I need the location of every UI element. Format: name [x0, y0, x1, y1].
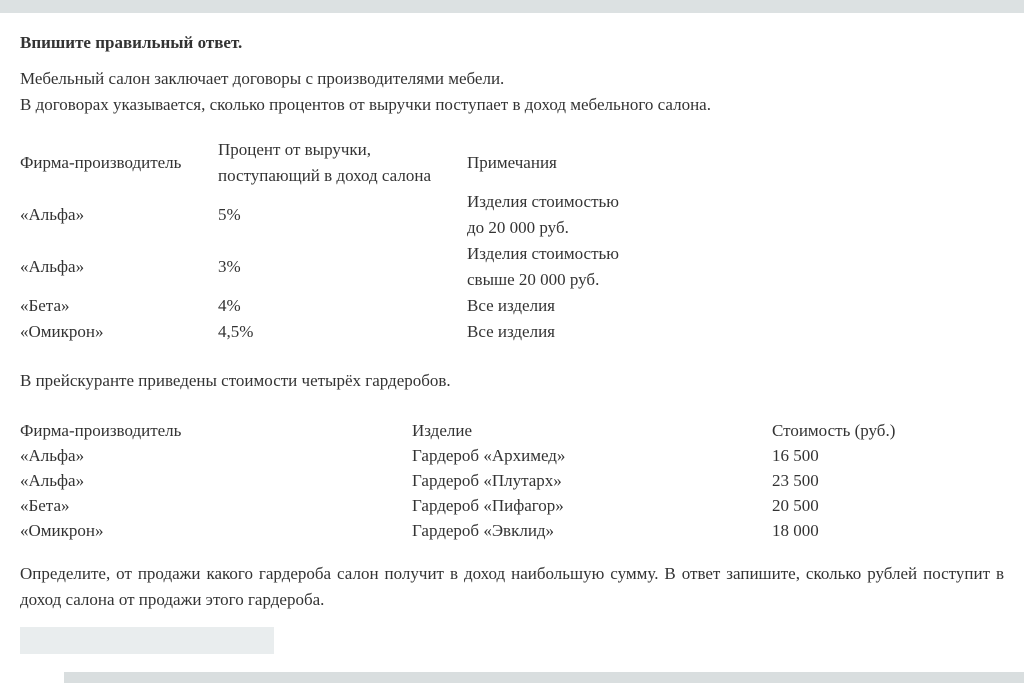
pricelist-header-item: Изделие: [412, 421, 473, 440]
pricelist-header-price: Стоимость (руб.): [772, 421, 896, 440]
cell-firm: «Альфа»: [20, 446, 85, 465]
table-row: [20, 443, 992, 468]
page-title: Впишите правильный ответ.: [20, 33, 243, 52]
cell-firm: «Бета»: [20, 296, 70, 315]
contracts-header-percent-line2: поступающий в доход салона: [218, 166, 431, 185]
bottom-bar: [64, 672, 1024, 683]
cell-price: 23 500: [772, 471, 819, 490]
cell-notes: [467, 241, 687, 293]
cell-percent: 4,5%: [218, 322, 254, 341]
cell-firm: «Альфа»: [20, 205, 85, 224]
pricelist-header-firm: Фирма-производитель: [20, 421, 182, 440]
cell-price: 20 500: [772, 496, 819, 515]
contracts-header-percent: [218, 137, 467, 189]
cell-firm: «Бета»: [20, 496, 70, 515]
intro-paragraph: [20, 66, 1004, 118]
table-row: [20, 319, 687, 345]
cell-item: Гардероб «Архимед»: [412, 446, 566, 465]
cell-notes: Все изделия: [467, 296, 555, 315]
contracts-header-firm: Фирма-производитель: [20, 153, 182, 172]
top-bar: [0, 0, 1024, 13]
intro-line-2: В договорах указывается, сколько процентов от выручки поступает в доход мебельного салона.: [20, 95, 711, 114]
note-line-2: до 20 000 руб.: [467, 218, 569, 237]
cell-item: Гардероб «Пифагор»: [412, 496, 564, 515]
cell-notes: [467, 189, 687, 241]
pricelist-table: [20, 418, 992, 543]
note-line-1: Изделия стоимостью: [467, 192, 619, 211]
note-line-2: свыше 20 000 руб.: [467, 270, 600, 289]
answer-input[interactable]: [20, 627, 274, 654]
cell-percent: 3%: [218, 257, 241, 276]
note-line-1: Изделия стоимостью: [467, 244, 619, 263]
contracts-table: [20, 137, 687, 345]
table-header-row: [20, 137, 687, 189]
cell-price: 16 500: [772, 446, 819, 465]
cell-firm: «Альфа»: [20, 471, 85, 490]
table-row: [20, 241, 687, 293]
cell-notes: Все изделия: [467, 322, 555, 341]
cell-percent: 4%: [218, 296, 241, 315]
table-row: [20, 468, 992, 493]
contracts-header-notes: Примечания: [467, 153, 557, 172]
task-paragraph: Определите, от продажи какого гардероба салон получит в доход наибольшую сумму. В ответ запишите, сколько рублей поступит в доход салона от продажи этого гардероба.: [20, 564, 1004, 609]
cell-percent: 5%: [218, 205, 241, 224]
cell-firm: «Альфа»: [20, 257, 85, 276]
question-content: [0, 30, 1024, 654]
pricelist-intro: В прейскуранте приведены стоимости четырёх гардеробов.: [20, 371, 451, 390]
contracts-header-percent-line1: Процент от выручки,: [218, 140, 372, 159]
table-row: [20, 189, 687, 241]
table-row: [20, 493, 992, 518]
cell-firm: «Омикрон»: [20, 322, 104, 341]
cell-firm: «Омикрон»: [20, 521, 104, 540]
table-header-row: [20, 418, 992, 443]
cell-item: Гардероб «Эвклид»: [412, 521, 555, 540]
cell-item: Гардероб «Плутарх»: [412, 471, 562, 490]
table-row: [20, 293, 687, 319]
table-row: [20, 518, 992, 543]
intro-line-1: Мебельный салон заключает договоры с производителями мебели.: [20, 69, 505, 88]
cell-price: 18 000: [772, 521, 819, 540]
